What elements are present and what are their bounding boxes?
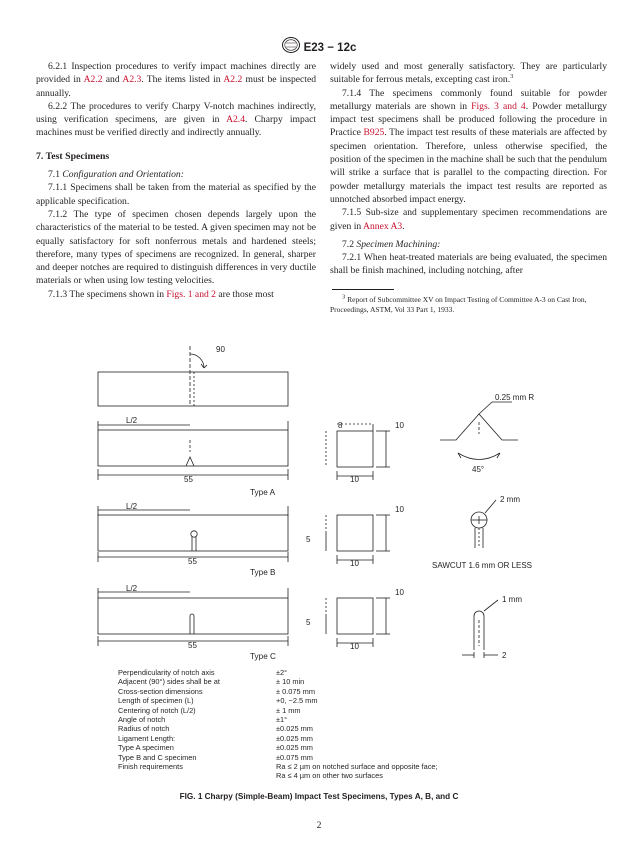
link-a2-4[interactable]: A2.4 — [226, 114, 245, 126]
paragraph-6-2-1: 6.2.1 Inspection procedures to verify impact machines directly are provided in A2.2 and A2.3. The items listed in A2.2 must be inspected annually. — [36, 61, 317, 99]
tolerance-row — [118, 753, 538, 762]
dim-55-b: 55 — [188, 557, 197, 566]
type-a-label: Type A — [250, 488, 276, 497]
dim-8-label: 8 — [338, 421, 343, 430]
link-a2-2[interactable]: A2.2 — [83, 74, 103, 86]
tolerance-value: ±2° — [276, 668, 288, 677]
tolerance-label: Adjacent (90°) sides shall be at — [118, 677, 220, 687]
dim-55-a: 55 — [184, 475, 193, 484]
link-b925[interactable]: B925 — [363, 127, 385, 139]
tolerance-row — [118, 687, 538, 696]
type-c-side-view — [98, 588, 288, 646]
link-figs-3-and-4[interactable]: Figs. 3 and 4 — [471, 100, 526, 112]
type-c-label: Type C — [250, 652, 276, 661]
tolerance-row — [118, 677, 538, 686]
v-notch-detail — [440, 402, 518, 460]
tolerance-row — [118, 715, 538, 724]
paragraph-7-2-1: 7.2.1 When heat-treated materials are being evaluated, the specimen shall be finish machined, including notching, after — [330, 252, 607, 277]
dim-2mm: 2 mm — [500, 495, 520, 504]
type-b-side-view — [98, 506, 288, 562]
tolerance-value: ±0.075 mm — [276, 752, 313, 762]
type-b-cross-section — [326, 515, 390, 564]
paragraph-7-1-5: 7.1.5 Sub-size and supplementary specimen recommendations are given in Annex A3. — [330, 207, 607, 232]
page-header — [0, 37, 638, 58]
astm-logo-icon — [282, 37, 300, 58]
tolerance-value: Ra ≤ 2 µm on notched surface and opposite face; — [276, 761, 438, 771]
paragraph-7-1-3-continued: widely used and most generally satisfactory. They are particularly suitable for ferrous metals, excepting cast iron.$^3$ — [330, 61, 607, 86]
tolerance-value: ±0.025 mm — [276, 743, 313, 753]
tolerance-label: Finish requirements — [118, 761, 183, 771]
link-figs-1-and-2[interactable]: Figs. 1 and 2 — [166, 288, 216, 300]
tolerance-label: Perpendicularity of notch axis — [118, 668, 215, 677]
paragraph-7-1-2: 7.1.2 The type of specimen chosen depends largely upon the characteristics of the material to be tested. A given specimen may not be equally satisfactory for soft nonferrous metals and hardened steels; therefore, many types of specimens are recognized. In general, sharper and deeper notches are required to distinguish differences in very ductile materials or when using low testing velocities. — [36, 208, 316, 287]
paragraph-7-1-3: 7.1.3 The specimens shown in Figs. 1 and 2 are those most — [48, 288, 274, 300]
type-a-side-view — [98, 421, 288, 480]
dim-10-c-height: 10 — [395, 588, 404, 597]
u-notch-detail — [462, 600, 498, 658]
paragraph-7-1-4: 7.1.4 The specimens commonly found suitable for powder metallurgy materials are shown in Figs. 3 and 4. Powder metallurgy impact test specimens shall be produced following the procedure in Practice B925. The impact test results of these materials are affected by specimen orientation. Therefore, unless otherwise specified, the position of the specimen in the machine shall be such that the pendulum will strike a surface that is parallel to the compacting direction. For powder metallurgy materials the impact test results are reported as unnotched absorbed impact energy. — [330, 87, 607, 205]
dim-55-c: 55 — [188, 641, 197, 650]
dim-45-angle: 45° — [472, 465, 485, 474]
paragraph-7-2: 7.2 Specimen Machining: — [342, 238, 441, 250]
sawcut-note: SAWCUT 1.6 mm OR LESS — [432, 561, 533, 570]
tolerance-label: Ligament Length: — [118, 733, 176, 743]
figure-1-drawing — [0, 330, 638, 665]
tolerance-value: ± 1 mm — [276, 705, 301, 715]
figure-caption: FIG. 1 Charpy (Simple-Beam) Impact Test Specimens, Types A, B, and C — [179, 792, 459, 801]
type-c-cross-section — [326, 598, 390, 647]
dim-10-a-height: 10 — [395, 421, 404, 430]
dim-l2-a: L/2 — [126, 416, 138, 425]
tolerance-label: Type B and C specimen — [118, 752, 197, 762]
dim-10-b-width: 10 — [350, 559, 359, 568]
link-a2-3[interactable]: A2.3 — [122, 74, 142, 86]
paragraph-7-1: 7.1 Configuration and Orientation: — [48, 169, 184, 181]
dim-10-c-width: 10 — [350, 642, 359, 651]
type-a-cross-section — [326, 424, 390, 480]
tolerance-label: Radius of notch — [118, 724, 170, 734]
tolerance-row — [118, 743, 538, 752]
dim-2-u: 2 — [502, 651, 507, 660]
tolerance-row — [118, 668, 538, 677]
page-number: 2 — [316, 820, 322, 831]
dim-1mm: 1 mm — [502, 595, 522, 604]
keyhole-notch-detail — [471, 500, 496, 548]
type-b-label: Type B — [250, 568, 276, 577]
tolerance-value: ±0.025 mm — [276, 733, 313, 743]
tolerance-value: ±0.025 mm — [276, 724, 313, 734]
tolerance-label: Angle of notch — [118, 714, 166, 724]
section-heading: 7. Test Specimens — [36, 150, 110, 162]
tolerance-row — [118, 762, 538, 771]
tolerance-value: ±1° — [276, 714, 288, 724]
tolerance-value: Ra ≤ 4 µm on other two surfaces — [276, 771, 383, 781]
dim-10-b-height: 10 — [395, 505, 404, 514]
right-column — [330, 60, 607, 278]
tolerance-row — [118, 734, 538, 743]
dim-l2-b: L/2 — [126, 502, 138, 511]
tolerance-value: ± 0.075 mm — [276, 686, 315, 696]
tolerance-row — [118, 771, 538, 780]
tolerance-row — [118, 706, 538, 715]
link-annex-a3[interactable]: Annex A3 — [363, 220, 403, 232]
footnote: $^3$ Report of Subcommittee XV on Impact Testing of Committee A-3 on Cast Iron, Proceedings, ASTM, Vol 33 Part 1, 1933. — [330, 293, 587, 314]
tolerance-row — [118, 724, 538, 733]
dim-10-a-width: 10 — [350, 475, 359, 484]
tolerance-label: Cross-section dimensions — [118, 686, 203, 696]
tolerance-label: Type A specimen — [118, 743, 174, 753]
link-a2-2-second[interactable]: A2.2 — [223, 74, 243, 86]
dim-l2-c: L/2 — [126, 584, 138, 593]
tolerance-table — [118, 668, 538, 781]
tolerance-value: +0, −2.5 mm — [276, 696, 318, 706]
paragraph-7-1-1: 7.1.1 Specimens shall be taken from the material as specified by the applicable specification. — [36, 182, 316, 207]
tolerance-label: Length of specimen (L) — [118, 696, 194, 706]
dim-5-c: 5 — [306, 618, 311, 627]
dim-notch-radius: 0.25 mm R — [495, 393, 535, 402]
paragraph-6-2-2: 6.2.2 The procedures to verify Charpy V-notch machines indirectly, using verification specimens, are given in A2.4. Charpy impact machines must be verified directly and indirectly annually. — [36, 100, 316, 139]
tolerance-row — [118, 696, 538, 705]
type-a-top-view — [98, 346, 288, 406]
dim-90-label: 90 — [216, 345, 225, 354]
tolerance-label: Centering of notch (L/2) — [118, 705, 196, 715]
footnote-divider — [332, 289, 394, 290]
tolerance-value: ± 10 min — [276, 677, 305, 687]
designation: E23 − 12c — [303, 41, 357, 54]
dim-5-b: 5 — [306, 535, 311, 544]
left-column — [36, 60, 316, 301]
